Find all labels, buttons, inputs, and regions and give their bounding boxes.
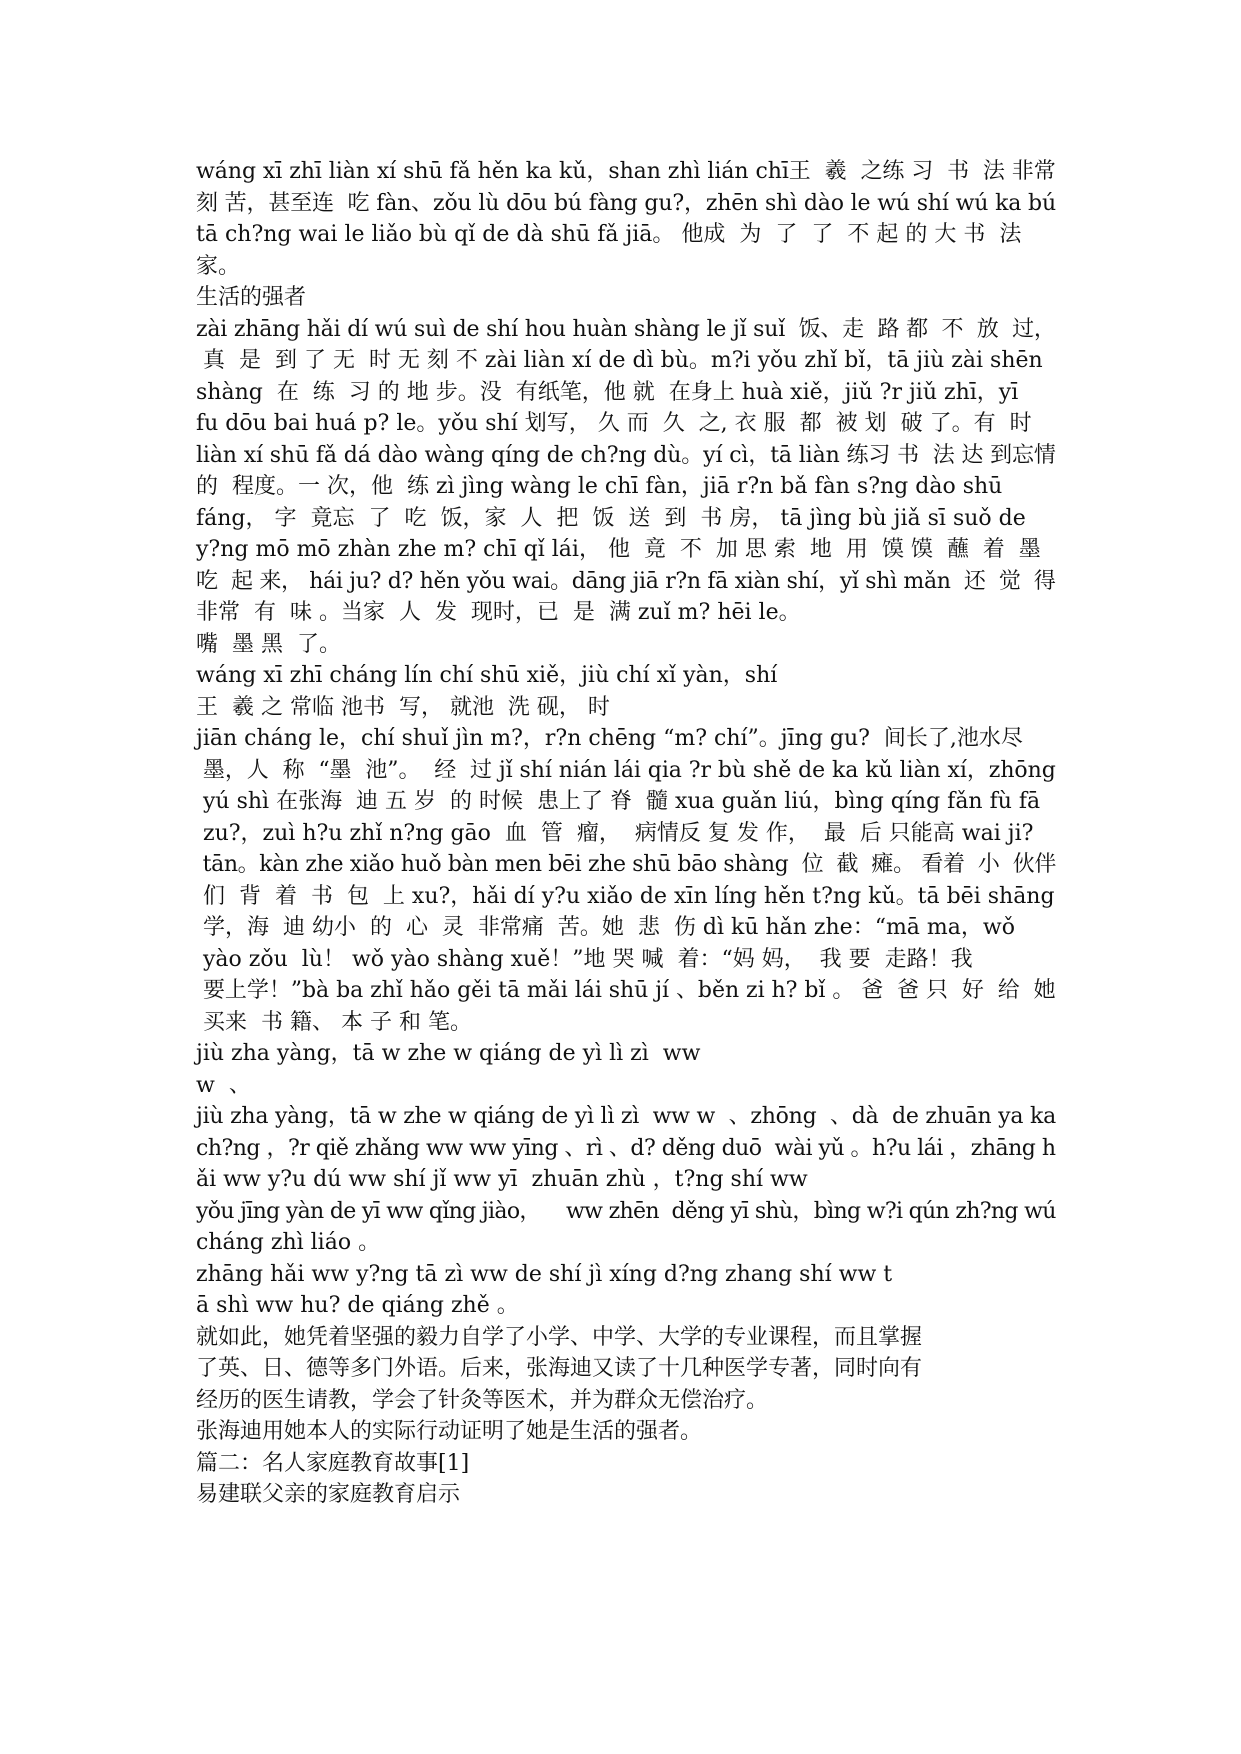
text-line: 家。 bbox=[196, 253, 241, 279]
text-line: 买来 书 籍、 本 子 和 笔。 bbox=[196, 1009, 472, 1035]
text-line: 篇二：名人家庭教育故事[1] bbox=[196, 1450, 470, 1476]
text-line: yào zǒu lù！ wǒ yào shàng xuě！”地 哭 喊 着：“妈 妈， 我 要 走路！我 bbox=[196, 946, 973, 972]
text-line: 非常 有 味 。当家 人 发 现时，已 是 满 zuǐ m? hēi le。 bbox=[196, 600, 801, 625]
text-line: tā ch?ng wai le liǎo bù qǐ de dà shū fǎ jiā。 他成 为 了 了 不 起 的 大 书 法 bbox=[196, 222, 1022, 247]
text-line: wáng xī zhī liàn xí shū fǎ hěn ka kǔ，shan zhì lián chī王 羲 之练 习 书 法 非常 bbox=[196, 159, 1056, 184]
text-line: 易建联父亲的家庭教育启示 bbox=[196, 1482, 461, 1507]
text-line: 墨，人 称 “墨 池”。 经 过 jǐ shí nián lái qia ?r bù shě de ka kǔ liàn xí，zhōng bbox=[196, 757, 1056, 783]
text-line: 就如此，她凭着坚强的毅力自学了小学、中学、大学的专业课程，而且掌握 bbox=[196, 1324, 923, 1350]
text-line: jiān cháng le，chí shuǐ jìn m?，r?n chēng “m? chí”。jīng gu? 间长了,池水尽 bbox=[196, 726, 1023, 751]
text-line: ch?ng ，?r qiě zhǎng ww ww yīng 、rì 、d? děng duō wài yǔ 。h?u lái ，zhāng h bbox=[196, 1135, 1056, 1161]
text-line: 了英、日、德等多门外语。后来，张海迪又读了十几种医学专著，同时向有 bbox=[196, 1356, 923, 1381]
text-line: shàng 在 练 习 的 地 步。没 有纸笔，他 就 在身上 huà xiě，jiǔ ?r jiǔ zhī，yī bbox=[196, 379, 1019, 405]
text-line: 的 程度。一 次，他 练 zì jìng wàng le chī fàn，jiā r?n bǎ fàn s?ng dào shū bbox=[196, 474, 1003, 499]
text-line: cháng zhì liáo 。 bbox=[196, 1230, 381, 1255]
text-line: y?ng mō mō zhàn zhe m? chī qǐ lái， 他 竟 不 加 思 索 地 用 馍 馍 蘸 着 墨 bbox=[196, 537, 1041, 562]
document-page bbox=[196, 156, 1056, 1511]
text-line: 学，海 迪 幼小 的 心 灵 非常痛 苦。她 悲 伤 dì kū hǎn zhe：“mā ma，wǒ bbox=[196, 915, 1015, 940]
text-line: fu dōu bai huá p? le。yǒu shí 划写， 久 而 久 之, 衣 服 都 被 划 破 了。有 时 bbox=[196, 411, 1032, 436]
text-line: yú shì 在张海 迪 五 岁 的 时候 患上了 脊 髓 xua guǎn liú，bìng qíng fǎn fù fā bbox=[196, 789, 1041, 814]
text-line: ā shì ww hu? de qiáng zhě 。 bbox=[196, 1293, 519, 1318]
text-line: jiù zha yàng，tā w zhe w qiáng de yì lì zì ww bbox=[196, 1041, 701, 1066]
text-line: ǎi ww y?u dú ww shí jǐ ww yī zhuān zhù ，t?ng shí ww bbox=[196, 1167, 808, 1192]
text-line: yǒu jīng yàn de yī ww qǐng jiào， ww zhēn děng yī shù，bìng w?i qún zh?ng wú bbox=[196, 1198, 1056, 1224]
text-line: 张海迪用她本人的实际行动证明了她是生活的强者。 bbox=[196, 1419, 703, 1444]
text-line: zài zhāng hǎi dí wú suì de shí hou huàn shàng le jǐ suǐ 饭、走 路 都 不 放 过， bbox=[196, 316, 1056, 342]
text-line: wáng xī zhī cháng lín chí shū xiě，jiù chí xǐ yàn，shí bbox=[196, 663, 778, 688]
text-line: fáng， 字 竟忘 了 吃 饭，家 人 把 饭 送 到 书 房， tā jìng bù jiǎ sī suǒ de bbox=[196, 505, 1026, 531]
text-line: 王 羲 之 常临 池书 写， 就池 洗 砚， 时 bbox=[196, 694, 610, 720]
text-line: tān。kàn zhe xiǎo huǒ bàn men bēi zhe shū bāo shàng 位 截 瘫。 看着 小 伙伴 bbox=[196, 852, 1057, 877]
text-line: 要上学！”bà ba zhǐ hǎo gěi tā mǎi lái shū jí 、běn zi h? bǐ 。 爸 爸 只 好 给 她 bbox=[196, 978, 1056, 1003]
text-line: w 、 bbox=[196, 1072, 251, 1098]
text-line: jiù zha yàng，tā w zhe w qiáng de yì lì zì ww w 、zhōng 、dà de zhuān ya ka bbox=[196, 1104, 1056, 1129]
text-line: 刻 苦，甚至连 吃 fàn、zǒu lù dōu bú fàng gu?，zhēn shì dào le wú shí wú ka bú bbox=[196, 190, 1056, 216]
text-line: 嘴 墨 黑 了。 bbox=[196, 631, 341, 657]
text-line: liàn xí shū fǎ dá dào wàng qíng de ch?ng dù。yí cì，tā liàn 练习 书 法 达 到忘情 bbox=[196, 442, 1056, 468]
text-line: 吃 起 来， hái ju? d? hěn yǒu wai。dāng jiā r?n fā xiàn shí，yǐ shì mǎn 还 觉 得 bbox=[196, 568, 1056, 594]
text-line: zu?，zuì h?u zhǐ n?ng gāo 血 管 瘤， 病情反 复 发 作， 最 后 只能高 wai ji? bbox=[196, 820, 1034, 846]
text-line: 生活的强者 bbox=[196, 285, 307, 310]
text-line: zhāng hǎi ww y?ng tā zì ww de shí jì xíng d?ng zhang shí ww t bbox=[196, 1261, 893, 1287]
text-line: 真 是 到 了 无 时 无 刻 不 zài liàn xí de dì bù。m?i yǒu zhǐ bǐ，tā jiù zài shēn bbox=[196, 348, 1043, 373]
text-line: 经历的医生请教，学会了针灸等医术，并为群众无偿治疗。 bbox=[196, 1387, 769, 1413]
text-line: 们 背 着 书 包 上 xu?，hǎi dí y?u xiǎo de xīn líng hěn t?ng kǔ。tā bēi shāng bbox=[196, 883, 1055, 909]
